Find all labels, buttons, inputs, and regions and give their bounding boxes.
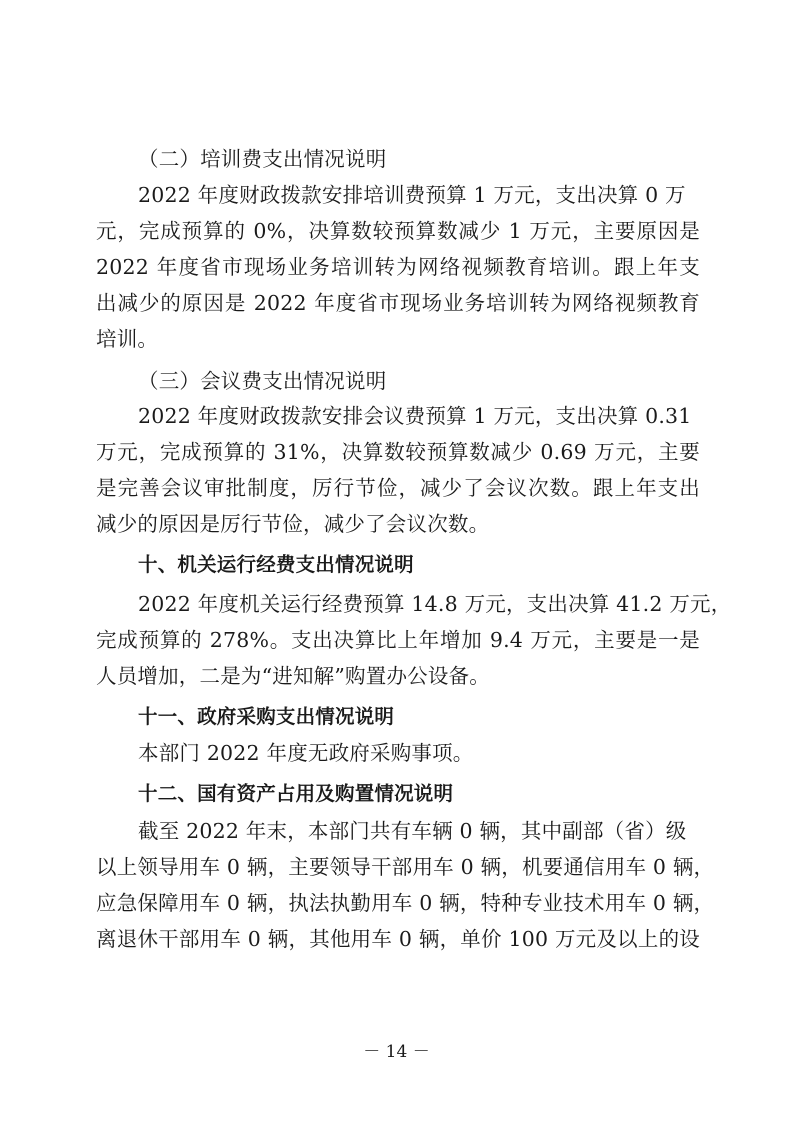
paragraph-line: 本部门 2022 年度无政府采购事项。 [138,741,474,765]
paragraph-line: 培训。 [96,327,159,351]
paragraph-line: 截至 2022 年末，本部门共有车辆 0 辆，其中副部（省）级 [138,819,687,843]
paragraph-line: 万元，完成预算的 31%，决算数较预算数减少 0.69 万元，主要 [96,440,700,464]
section-heading-meeting: （三）会议费支出情况说明 [138,369,387,393]
paragraph-line: 2022 年度机关运行经费预算 14.8 万元，支出决算 41.2 万元， [138,592,732,616]
paragraph-line: 2022 年度财政拨款安排培训费预算 1 万元，支出决算 0 万 [138,183,686,207]
section-heading-procurement: 十一、政府采购支出情况说明 [138,705,395,728]
paragraph-line: 出减少的原因是 2022 年度省市现场业务培训转为网络视频教育 [96,291,700,315]
paragraph-line: 完成预算的 278%。支出决算比上年增加 9.4 万元，主要是一是 [96,628,700,652]
section-heading-operating-costs: 十、机关运行经费支出情况说明 [138,553,414,576]
paragraph-line: 2022 年度财政拨款安排会议费预算 1 万元，支出决算 0.31 [138,404,692,428]
paragraph-line: 以上领导用车 0 辆，主要领导干部用车 0 辆，机要通信用车 0 辆， [96,855,715,879]
paragraph-line: 是完善会议审批制度，厉行节俭，减少了会议次数。跟上年支出 [96,476,700,500]
paragraph-line: 减少的原因是厉行节俭，减少了会议次数。 [96,512,490,536]
paragraph-line: 2022 年度省市现场业务培训转为网络视频教育培训。跟上年支 [96,255,700,279]
paragraph-line: 应急保障用车 0 辆，执法执勤用车 0 辆，特种专业技术用车 0 辆， [96,891,715,915]
paragraph-line: 离退休干部用车 0 辆，其他用车 0 辆，单价 100 万元及以上的设 [96,927,700,951]
section-heading-training: （二）培训费支出情况说明 [138,147,387,171]
section-heading-state-assets: 十二、国有资产占用及购置情况说明 [138,782,454,805]
page-number: － 14 － [363,1042,430,1062]
paragraph-line: 元，完成预算的 0%，决算数较预算数减少 1 万元，主要原因是 [96,219,700,243]
paragraph-line: 人员增加，二是为“进知解”购置办公设备。 [96,664,490,688]
